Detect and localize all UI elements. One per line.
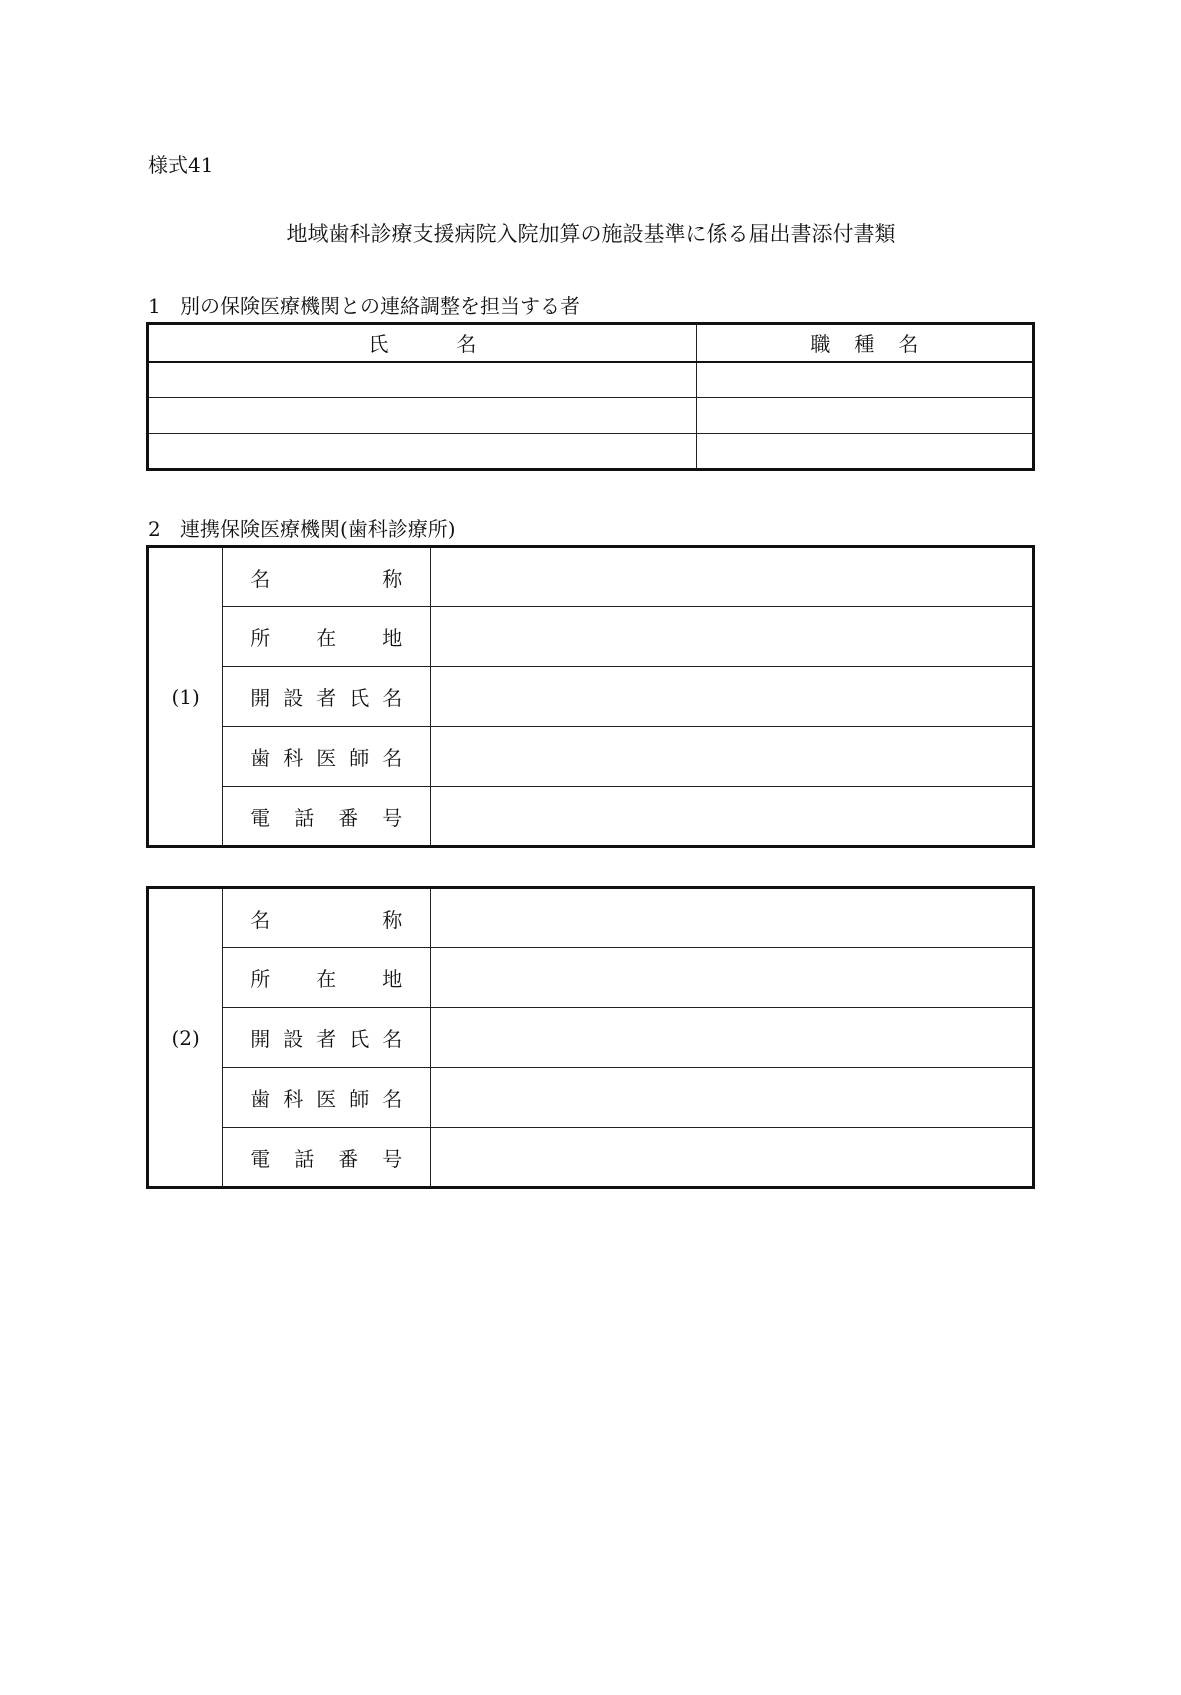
field-value-address[interactable] <box>430 948 1033 1008</box>
field-value-name[interactable] <box>430 547 1033 607</box>
label-char: 開 <box>250 1027 271 1051</box>
field-value-phone[interactable] <box>430 787 1033 847</box>
label-char: 氏 <box>349 1027 370 1051</box>
document-title: 地域歯科診療支援病院入院加算の施設基準に係る届出書添付書類 <box>286 222 896 246</box>
column-header-job <box>696 324 1033 362</box>
table-row <box>148 888 1034 948</box>
institution-index: (2) <box>148 888 223 1188</box>
field-label-phone <box>223 1128 431 1188</box>
institution-table-1 <box>146 545 1035 848</box>
contact-table-header <box>148 324 1034 362</box>
label-char: 師 <box>349 1087 370 1111</box>
field-label-name <box>223 888 431 948</box>
contact-name-cell[interactable] <box>148 434 697 470</box>
label-char: 地 <box>382 967 403 991</box>
section1-heading <box>148 291 580 321</box>
label-char: 者 <box>316 686 337 710</box>
label-char: 名 <box>382 686 403 710</box>
column-header-name <box>148 324 697 362</box>
label-char: 開 <box>250 686 271 710</box>
label-char: 称 <box>382 566 403 591</box>
field-label-address <box>223 607 431 667</box>
field-value-founder[interactable] <box>430 1008 1033 1068</box>
label-char: 話 <box>294 805 315 830</box>
contact-job-cell[interactable] <box>696 362 1033 398</box>
field-value-founder[interactable] <box>430 667 1033 727</box>
field-label-dentist <box>223 727 431 787</box>
table-row <box>148 1128 1034 1188</box>
column-header-name-char: 氏 <box>368 332 389 357</box>
table-row <box>148 1068 1034 1128</box>
label-char: 所 <box>250 967 271 991</box>
section2-number: 2 <box>148 517 161 541</box>
label-char: 師 <box>349 746 370 770</box>
label-char: 在 <box>316 967 337 991</box>
contact-person-table <box>146 322 1035 471</box>
table-row <box>148 398 1034 434</box>
column-header-job-char: 職 <box>810 332 831 357</box>
contact-name-cell[interactable] <box>148 362 697 398</box>
label-char: 者 <box>316 1027 337 1051</box>
field-value-dentist[interactable] <box>430 1068 1033 1128</box>
table-row <box>148 607 1034 667</box>
table-row <box>148 948 1034 1008</box>
label-char: 氏 <box>349 686 370 710</box>
field-label-founder <box>223 667 431 727</box>
label-char: 科 <box>283 746 304 770</box>
section2-heading <box>148 514 456 544</box>
contact-job-cell[interactable] <box>696 434 1033 470</box>
table-row <box>148 547 1034 607</box>
table-row <box>148 362 1034 398</box>
field-label-dentist <box>223 1068 431 1128</box>
label-char: 名 <box>250 907 271 932</box>
field-value-phone[interactable] <box>430 1128 1033 1188</box>
label-char: 地 <box>382 626 403 650</box>
label-char: 電 <box>250 1146 271 1171</box>
section2-heading-text: 連携保険医療機関(歯科診療所) <box>180 517 456 541</box>
label-char: 歯 <box>250 746 271 770</box>
institution-table-2 <box>146 886 1035 1189</box>
table-row <box>148 727 1034 787</box>
column-header-name-char: 名 <box>456 332 477 357</box>
label-char: 所 <box>250 626 271 650</box>
label-char: 設 <box>283 1027 304 1051</box>
contact-job-cell[interactable] <box>696 398 1033 434</box>
field-label-address <box>223 948 431 1008</box>
table-row <box>148 787 1034 847</box>
label-char: 号 <box>382 805 403 830</box>
institution-index: (1) <box>148 547 223 847</box>
label-char: 名 <box>382 1027 403 1051</box>
label-char: 医 <box>316 1087 337 1111</box>
form-number: 様式41 <box>148 153 214 177</box>
column-header-job-char: 種 <box>854 332 875 357</box>
table-row <box>148 1008 1034 1068</box>
field-label-founder <box>223 1008 431 1068</box>
label-char: 名 <box>382 746 403 770</box>
field-label-phone <box>223 787 431 847</box>
label-char: 称 <box>382 907 403 932</box>
section1-heading-text: 別の保険医療機関との連絡調整を担当する者 <box>180 294 580 318</box>
label-char: 号 <box>382 1146 403 1171</box>
column-header-job-char: 名 <box>898 332 919 357</box>
label-char: 歯 <box>250 1087 271 1111</box>
field-label-name <box>223 547 431 607</box>
label-char: 医 <box>316 746 337 770</box>
table-row <box>148 667 1034 727</box>
label-char: 名 <box>250 566 271 591</box>
label-char: 設 <box>283 686 304 710</box>
table-row <box>148 434 1034 470</box>
section1-number: 1 <box>148 294 161 318</box>
label-char: 番 <box>338 1146 359 1171</box>
label-char: 番 <box>338 805 359 830</box>
label-char: 電 <box>250 805 271 830</box>
field-value-name[interactable] <box>430 888 1033 948</box>
field-value-address[interactable] <box>430 607 1033 667</box>
label-char: 在 <box>316 626 337 650</box>
label-char: 話 <box>294 1146 315 1171</box>
label-char: 名 <box>382 1087 403 1111</box>
field-value-dentist[interactable] <box>430 727 1033 787</box>
label-char: 科 <box>283 1087 304 1111</box>
contact-name-cell[interactable] <box>148 398 697 434</box>
